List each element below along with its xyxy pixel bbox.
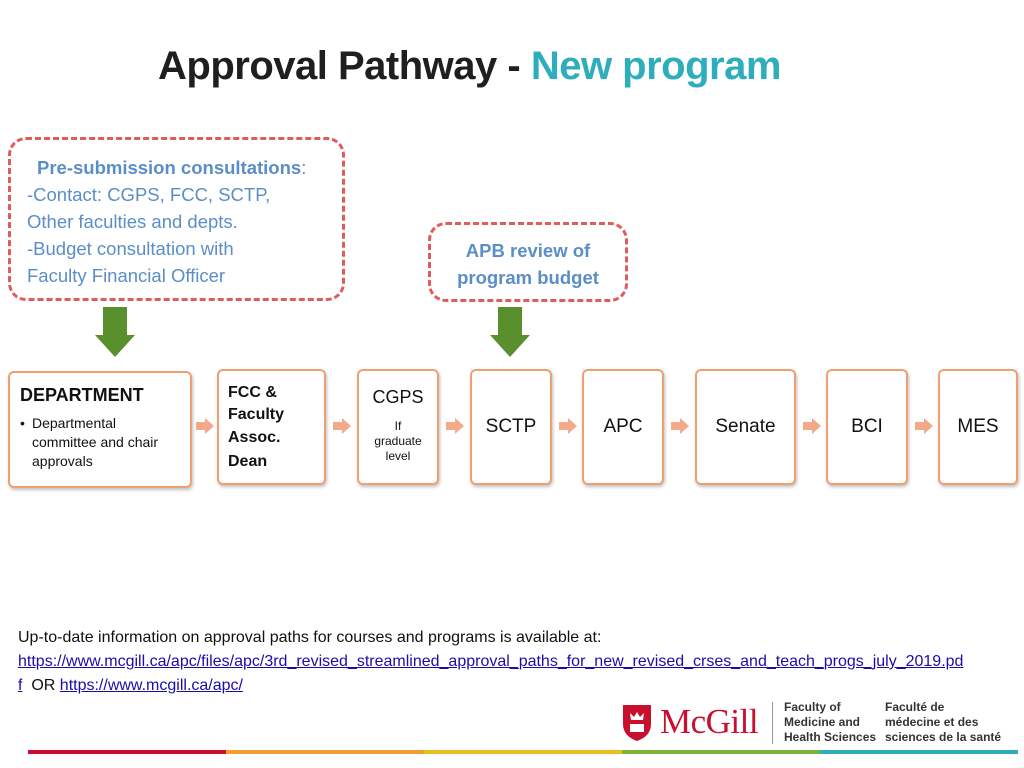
arrow-right-icon: [333, 418, 351, 434]
faculty-name-fr: Faculté de médecine et des sciences de la santé: [885, 700, 1002, 744]
arrow-right-icon: [671, 418, 689, 434]
apb-line: APB review of: [465, 240, 591, 261]
step-bci: BCI: [826, 369, 908, 485]
down-arrow-icon: [490, 307, 530, 357]
presubmission-line: -Contact: CGPS, FCC, SCTP,: [27, 184, 271, 205]
mcgill-logo: [622, 700, 1002, 748]
apb-line: program budget: [457, 267, 599, 288]
presubmission-consultations-box: [8, 137, 345, 301]
footer-segment: [226, 750, 424, 754]
down-arrow-icon: [95, 307, 135, 357]
approval-paths-pdf-link[interactable]: https://www.mcgill.ca/apc/files/apc/3rd_revised_streamlined_approval_paths_for_new_revised_crses_and_teach_progs_july_2019.pdf: [18, 653, 964, 694]
mcgill-crest-icon: [622, 704, 652, 742]
footer-segment: [820, 750, 1018, 754]
apc-site-link[interactable]: https://www.mcgill.ca/apc/: [59, 677, 243, 694]
arrow-right-icon: [196, 418, 214, 434]
fcc-line: Faculty: [228, 406, 285, 423]
presubmission-line: -Budget consultation with: [27, 238, 234, 259]
cgps-sub: graduate: [374, 434, 422, 448]
cgps-heading: CGPS: [372, 387, 424, 407]
fcc-line: FCC &: [228, 384, 277, 401]
footer-segment: [424, 750, 622, 754]
page-title: [158, 44, 781, 89]
faculty-name-en: Faculty of Medicine and Health Sciences: [784, 700, 877, 744]
footer-segment: [28, 750, 226, 754]
arrow-right-icon: [559, 418, 577, 434]
arrow-right-icon: [803, 418, 821, 434]
step-fcc-faculty-dean: [217, 369, 326, 485]
apb-review-box: [428, 222, 628, 302]
logo-divider: [772, 702, 773, 744]
department-heading: DEPARTMENT: [20, 385, 144, 405]
step-senate: Senate: [695, 369, 796, 485]
step-mes: MES: [938, 369, 1018, 485]
arrow-right-icon: [915, 418, 933, 434]
presubmission-line: Other faculties and depts.: [27, 211, 238, 232]
department-bullet: • Departmental committee and chair approvals: [20, 414, 180, 471]
title-main: Approval Pathway -: [158, 44, 531, 88]
step-apc: APC: [582, 369, 664, 485]
footer-segment: [622, 750, 820, 754]
cgps-sub: If: [394, 419, 402, 433]
fcc-line: Assoc.: [228, 429, 281, 446]
info-paragraph: [18, 626, 998, 698]
step-department: [8, 371, 192, 488]
cgps-sub: level: [385, 449, 411, 463]
info-or: OR: [31, 677, 56, 694]
presubmission-heading: Pre-submission consultations:: [37, 157, 307, 178]
arrow-right-icon: [446, 418, 464, 434]
presubmission-line: Faculty Financial Officer: [27, 265, 226, 286]
mcgill-wordmark: McGill: [660, 702, 759, 741]
footer-color-bar: [28, 750, 1018, 754]
info-text: Up-to-date information on approval paths for courses and programs is available at:: [18, 629, 602, 646]
step-sctp: SCTP: [470, 369, 552, 485]
step-cgps: [357, 369, 439, 485]
title-accent: New program: [530, 44, 781, 88]
fcc-line: Dean: [228, 453, 268, 470]
